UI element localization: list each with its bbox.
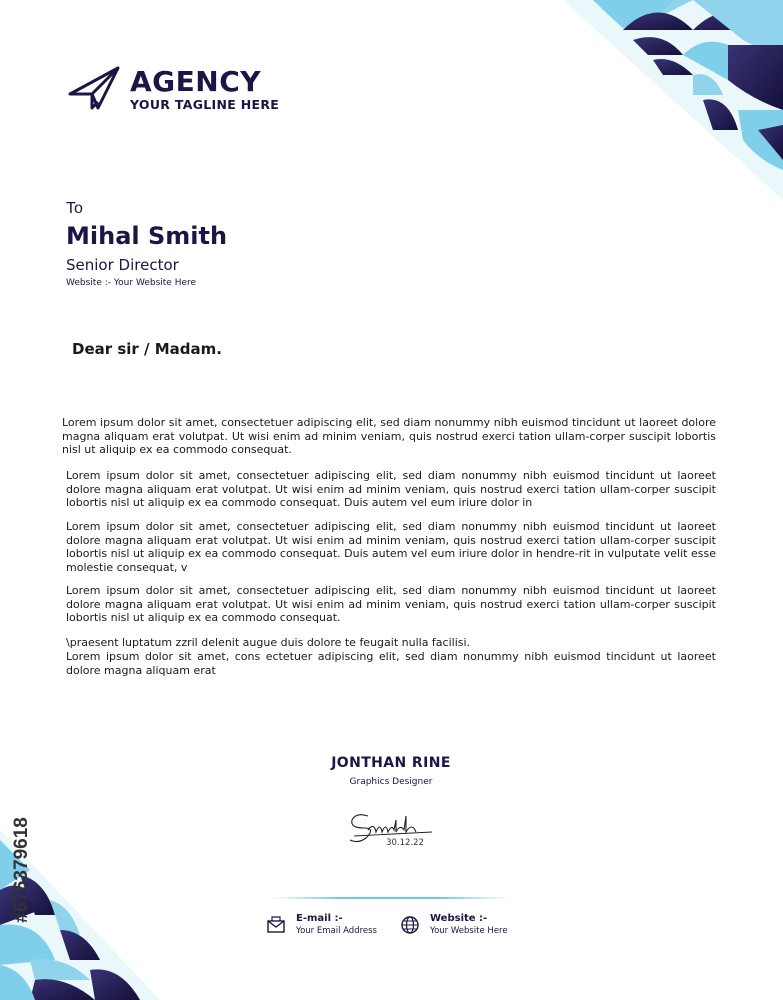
email-label: E-mail :- — [296, 913, 343, 924]
stock-id-text: #676379618 — [11, 817, 33, 923]
paper-plane-icon — [68, 64, 122, 116]
body-paragraph: Lorem ipsum dolor sit amet, consectetuer adipiscing elit, sed diam nonummy nibh euismod tincidunt ut laoreet dolore magna aliquam erat volutpat. Ut wisi enim ad minim veniam, quis nostrud exerci tation ullam-corper suscipit lobortis nisl ut aliquip ex ea commodo consequat. — [66, 584, 716, 625]
contact-website — [400, 912, 508, 938]
greeting: Dear sir / Madam. — [72, 340, 222, 358]
globe-icon — [400, 915, 420, 935]
recipient-block — [66, 200, 227, 288]
website-value[interactable]: Your Website Here — [430, 926, 508, 936]
body-paragraph: Lorem ipsum dolor sit amet, consectetuer adipiscing elit, sed diam nonummy nibh euismod tincidunt ut laoreet dolore magna aliquam erat volutpat. Ut wisi enim ad minim veniam, quis nostrud exerci tation ullam-corper suscipit lobortis nisl ut aliquip ex ea commodo consequat. Duis autem vel eum iriure dolor in hendre-rit in vulputate velit esse molestie consequat, v — [66, 520, 716, 574]
signature-date: 30.12.22 — [386, 838, 424, 848]
logo-name: AGENCY — [130, 65, 262, 98]
website-label: Website :- — [430, 913, 488, 924]
to-label: To — [66, 200, 83, 217]
recipient-website: Website :- Your Website Here — [66, 278, 197, 288]
stock-id-watermark — [4, 740, 40, 1000]
signer-name: JONTHAN RINE — [331, 755, 451, 771]
body-paragraph: \praesent luptatum zzril delenit augue duis dolore te feugait nulla facilisi. — [66, 636, 471, 649]
recipient-title: Senior Director — [66, 256, 179, 274]
agency-logo — [68, 64, 279, 116]
envelope-icon — [266, 915, 286, 935]
corner-decoration-top-right — [563, 0, 783, 200]
recipient-name: Mihal Smith — [66, 222, 228, 250]
body-paragraph: Lorem ipsum dolor sit amet, cons ectetuer adipiscing elit, sed diam nonummy nibh euismod tincidunt ut laoreet dolore magna aliquam erat — [66, 650, 716, 677]
footer-divider — [270, 897, 510, 899]
email-value[interactable]: Your Email Address — [296, 926, 377, 936]
contact-email — [266, 912, 377, 938]
signer-role: Graphics Designer — [349, 777, 433, 787]
body-paragraph: Lorem ipsum dolor sit amet, consectetuer adipiscing elit, sed diam nonummy nibh euismod tincidunt ut laoreet dolore magna aliquam erat volutpat. Ut wisi enim ad minim veniam, quis nostrud exerci tation ullam-corper suscipit lobortis nisl ut aliquip ex ea commodo consequat. — [62, 416, 716, 457]
body-paragraph: Lorem ipsum dolor sit amet, consectetuer adipiscing elit, sed diam nonummy nibh euismod tincidunt ut laoreet dolore magna aliquam erat volutpat. Ut wisi enim ad minim veniam, quis nostrud exerci tation ullam-corper suscipit lobortis nisl ut aliquip ex ea commodo consequat. Duis autem vel eum iriure dolor in — [66, 469, 716, 510]
logo-tagline: YOUR TAGLINE HERE — [130, 97, 280, 112]
